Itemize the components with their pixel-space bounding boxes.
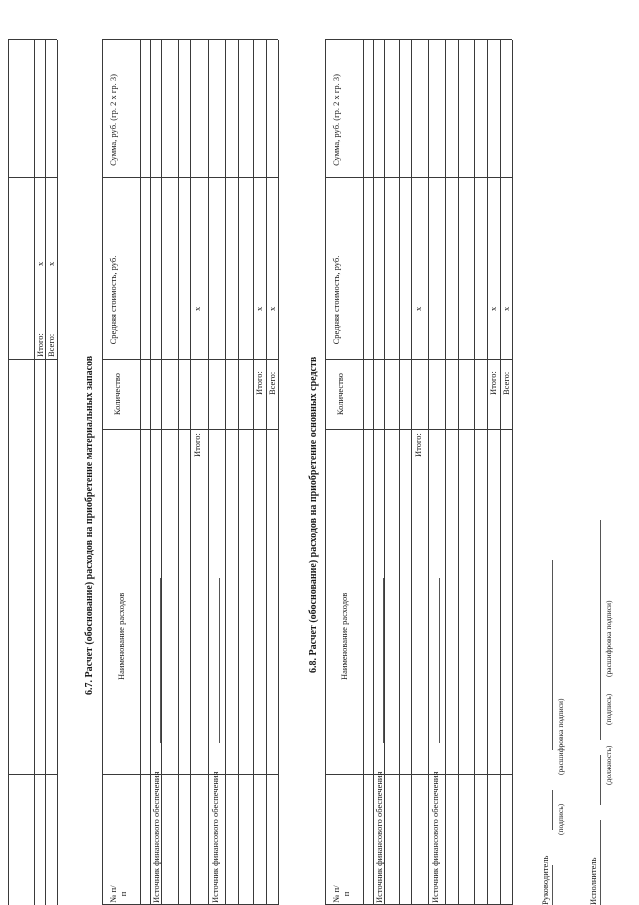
s68-itogo-1: Итого: <box>413 433 423 457</box>
s68-itogo-2: Итого: <box>488 371 498 395</box>
head-sign-hint: (подпись) <box>556 803 565 835</box>
s68-source-label-1: Источник финансового обеспечения <box>374 771 384 903</box>
top-vsego-value: х <box>46 261 56 266</box>
s68-x-3: х <box>501 306 511 311</box>
s68-x-2: х <box>488 306 498 311</box>
s68-source-label-2: Источник финансового обеспечения <box>430 771 440 903</box>
section-68-title: 6.8. Расчет (обоснование) расходов на приобретение основных средств <box>308 356 319 673</box>
s67-itogo-1: Итого: <box>192 433 202 457</box>
s67-header-sum: Сумма, руб. (гр. 2 х гр. 3) <box>108 74 118 166</box>
s67-header-qty: Количество <box>112 372 122 416</box>
s67-x-1: х <box>192 306 202 311</box>
s68-header-qty: Количество <box>335 372 345 416</box>
s68-header-name: Наименование расходов <box>339 592 349 680</box>
s67-header-num: № п/п <box>108 885 129 903</box>
top-vsego-label: Всего: <box>46 333 56 357</box>
s67-source-label-2: Источник финансового обеспечения <box>210 771 220 903</box>
section-67-title: 6.7. Расчет (обоснование) расходов на приобретение материальных запасов <box>84 355 95 695</box>
top-itogo-value: х <box>35 261 45 266</box>
s67-header-avg-price: Средняя стоимость, руб. <box>108 255 118 345</box>
s67-header-name: Наименование расходов <box>116 592 126 680</box>
s68-header-avg-price: Средняя стоимость, руб. <box>331 255 341 345</box>
s67-source-label-1: Источник финансового обеспечения <box>151 771 161 903</box>
s67-vsego: Всего: <box>267 371 277 395</box>
top-itogo-label: Итого: <box>35 333 45 357</box>
s67-x-3: х <box>267 306 277 311</box>
s68-vsego: Всего: <box>501 371 511 395</box>
executor-sign-hint: (подпись) <box>604 693 613 725</box>
s68-header-sum: Сумма, руб. (гр. 2 х гр. 3) <box>331 74 341 166</box>
executor-label: Исполнитель <box>588 857 598 905</box>
executor-decode-hint: (расшифровка подписи) <box>604 600 613 677</box>
head-label: Руководитель <box>540 855 550 905</box>
executor-position-hint: (должность) <box>604 745 613 785</box>
s67-x-2: х <box>254 306 264 311</box>
s68-x-1: х <box>413 306 423 311</box>
head-decode-hint: (расшифровка подписи) <box>556 698 565 775</box>
s67-itogo-2: Итого: <box>254 371 264 395</box>
s68-header-num: № п/п <box>331 885 352 903</box>
